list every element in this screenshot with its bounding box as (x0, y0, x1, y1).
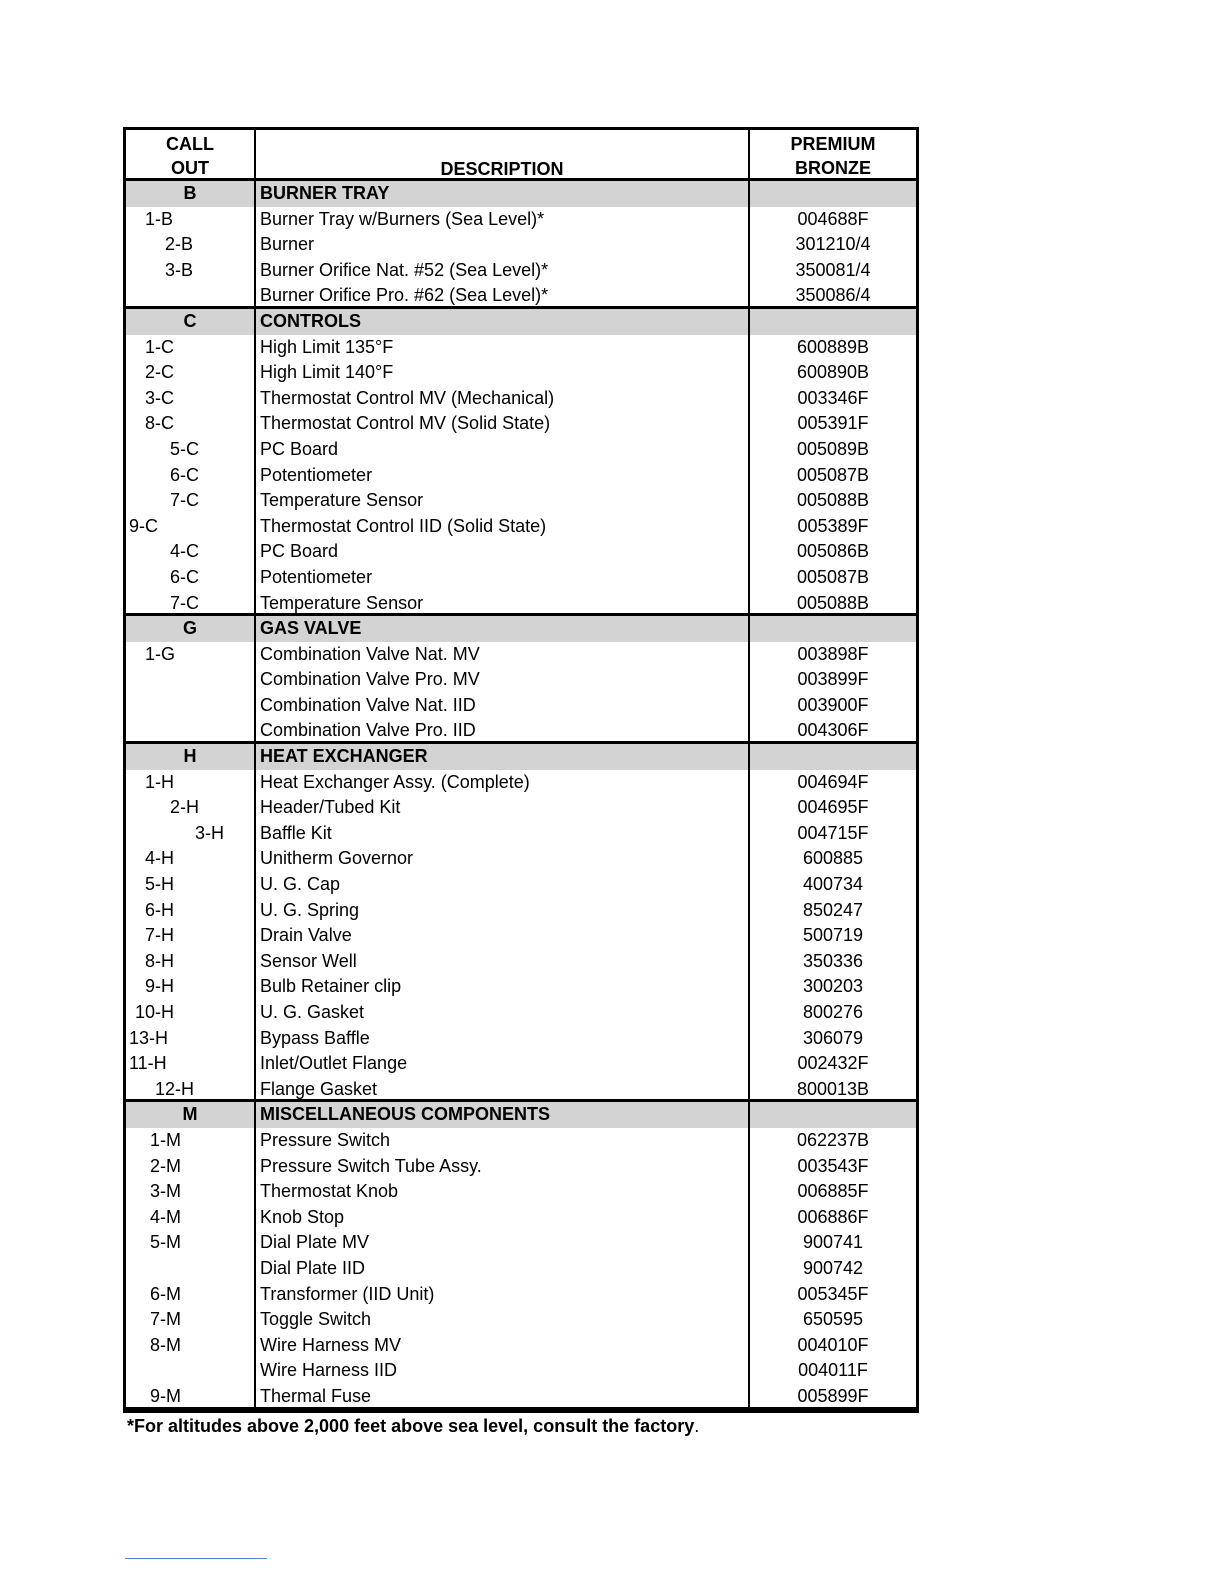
call-out-cell (126, 1384, 256, 1407)
table-row (126, 386, 916, 412)
call-out-label: 8-M (150, 1334, 181, 1355)
call-out-label: 2-M (150, 1155, 181, 1176)
table-row (126, 795, 916, 821)
section-title: CONTROLS (256, 309, 750, 335)
part-number-cell: 400734 (802, 874, 864, 895)
table-row (126, 1000, 916, 1026)
description-cell: Combination Valve Pro. MV (256, 667, 750, 693)
part-number-cell: 003898F (797, 643, 869, 664)
part-number-cell: 350081/4 (795, 259, 871, 280)
description-cell: Baffle Kit (256, 821, 750, 847)
call-out-cell (126, 207, 256, 233)
description-cell: Dial Plate MV (256, 1230, 750, 1256)
description-cell: High Limit 135°F (256, 335, 750, 361)
call-out-cell (126, 463, 256, 489)
description-cell: Combination Valve Nat. IID (256, 693, 750, 719)
section-header-row (126, 616, 916, 642)
table-row (126, 1205, 916, 1231)
call-out-cell (126, 386, 256, 412)
table-row (126, 1256, 916, 1282)
call-out-cell (126, 335, 256, 361)
table-body (126, 181, 916, 1410)
description-cell: Temperature Sensor (256, 488, 750, 514)
call-out-cell (126, 1154, 256, 1180)
part-number-cell: 850247 (802, 899, 864, 920)
call-out-cell (126, 591, 256, 614)
table-row (126, 1026, 916, 1052)
call-out-label: 4-M (150, 1206, 181, 1227)
part-number-cell: 600885 (802, 848, 864, 869)
call-out-cell (126, 642, 256, 668)
call-out-label: 8-H (145, 950, 175, 971)
table-row (126, 1384, 916, 1410)
call-out-label: 3-C (145, 387, 175, 408)
part-number-cell: 005087B (796, 464, 870, 485)
part-number-cell: 003543F (797, 1155, 869, 1176)
call-out-cell (126, 1282, 256, 1308)
call-out-cell (126, 1051, 256, 1077)
call-out-cell (126, 949, 256, 975)
description-cell: Sensor Well (256, 949, 750, 975)
call-out-cell (126, 1077, 256, 1100)
table-row (126, 770, 916, 796)
call-out-label: 1-G (145, 643, 176, 664)
description-cell: Thermostat Control MV (Solid State) (256, 411, 750, 437)
table-row (126, 283, 916, 309)
part-number-cell: 003900F (797, 694, 869, 715)
part-number-cell: 005086B (796, 541, 870, 562)
section-header-row (126, 309, 916, 335)
call-out-label: 1-H (145, 771, 175, 792)
table-row (126, 667, 916, 693)
call-out-cell (126, 488, 256, 514)
description-cell: Thermostat Control MV (Mechanical) (256, 386, 750, 412)
section-code: M (126, 1102, 256, 1128)
table-row (126, 1051, 916, 1077)
part-number-cell: 500719 (802, 925, 864, 946)
table-row (126, 642, 916, 668)
table-row (126, 232, 916, 258)
table-row (126, 335, 916, 361)
parts-table (123, 127, 919, 1413)
description-cell: Transformer (IID Unit) (256, 1282, 750, 1308)
part-number-cell: 005391F (797, 413, 869, 434)
description-cell: Inlet/Outlet Flange (256, 1051, 750, 1077)
table-row (126, 360, 916, 386)
table-row (126, 898, 916, 924)
table-row (126, 923, 916, 949)
call-out-label: 5-M (150, 1232, 181, 1253)
call-out-cell (126, 872, 256, 898)
part-number-cell: 900742 (802, 1257, 864, 1278)
call-out-label: 6-C (170, 566, 200, 587)
call-out-cell (126, 1026, 256, 1052)
part-number-cell: 005088B (796, 592, 870, 613)
call-out-label: 6-H (145, 899, 175, 920)
call-out-label: 9-H (145, 976, 175, 997)
part-number-cell: 005089B (796, 438, 870, 459)
call-out-label: 3-H (195, 822, 225, 843)
description-cell: Thermostat Knob (256, 1179, 750, 1205)
call-out-label: 7-C (170, 592, 200, 613)
table-row (126, 514, 916, 540)
call-out-label: 8-C (145, 413, 175, 434)
part-number-cell: 004306F (797, 720, 869, 741)
description-cell: Potentiometer (256, 463, 750, 489)
table-row (126, 1179, 916, 1205)
call-out-label: 13-H (129, 1027, 169, 1048)
header-call-out (126, 130, 256, 178)
call-out-label: 7-M (150, 1309, 181, 1330)
call-out-label: 9-C (129, 515, 159, 536)
table-row (126, 1358, 916, 1384)
description-cell: Bypass Baffle (256, 1026, 750, 1052)
table-row (126, 821, 916, 847)
section-part-blank (750, 1102, 916, 1128)
part-number-cell: 800276 (802, 1002, 864, 1022)
table-row (126, 949, 916, 975)
header-call-out-line1: CALL (166, 134, 214, 154)
part-number-cell: 350336 (802, 950, 864, 971)
call-out-cell (126, 821, 256, 847)
call-out-label: 4-H (145, 848, 175, 869)
description-cell: Burner (256, 232, 750, 258)
description-cell: Thermostat Control IID (Solid State) (256, 514, 750, 540)
description-cell: Toggle Switch (256, 1307, 750, 1333)
call-out-label: 6-C (170, 464, 200, 485)
call-out-label: 9-M (150, 1385, 181, 1406)
call-out-label: 7-H (145, 925, 175, 946)
table-row (126, 1333, 916, 1359)
call-out-cell (126, 360, 256, 386)
section-code: B (126, 181, 256, 207)
description-cell: High Limit 140°F (256, 360, 750, 386)
description-cell: Heat Exchanger Assy. (Complete) (256, 770, 750, 796)
footnote (127, 1416, 699, 1437)
description-cell: Combination Valve Nat. MV (256, 642, 750, 668)
call-out-cell (126, 1179, 256, 1205)
call-out-label: 1-C (145, 336, 175, 357)
description-cell: Temperature Sensor (256, 591, 750, 614)
header-premium-bronze (750, 130, 916, 178)
description-cell: Combination Valve Pro. IID (256, 718, 750, 741)
table-row (126, 207, 916, 233)
description-cell: Dial Plate IID (256, 1256, 750, 1282)
header-premium-line1: PREMIUM (790, 134, 876, 154)
part-number-cell: 800013B (796, 1078, 870, 1099)
part-number-cell: 900741 (802, 1232, 864, 1253)
table-row (126, 693, 916, 719)
description-cell: Bulb Retainer clip (256, 974, 750, 1000)
part-number-cell: 004010F (797, 1334, 869, 1355)
call-out-cell (126, 1307, 256, 1333)
call-out-label: 11-H (129, 1053, 167, 1074)
description-cell: PC Board (256, 437, 750, 463)
call-out-cell (126, 1333, 256, 1359)
part-number-cell: 004694F (797, 771, 869, 792)
footnote-period: . (694, 1416, 700, 1436)
table-row (126, 1230, 916, 1256)
part-number-cell: 004688F (797, 208, 869, 229)
part-number-cell: 004011F (798, 1360, 868, 1381)
call-out-cell (126, 1205, 256, 1231)
part-number-cell: 600890B (796, 362, 870, 383)
table-row (126, 565, 916, 591)
description-cell: Wire Harness MV (256, 1333, 750, 1359)
call-out-cell (126, 514, 256, 540)
part-number-cell: 301210/4 (795, 234, 871, 255)
section-header-row (126, 181, 916, 207)
table-row (126, 437, 916, 463)
call-out-label: 6-M (150, 1283, 181, 1304)
part-number-cell: 002432F (797, 1053, 869, 1074)
part-number-cell: 350086/4 (795, 285, 871, 306)
section-title: GAS VALVE (256, 616, 750, 642)
description-cell: Flange Gasket (256, 1077, 750, 1100)
section-title: MISCELLANEOUS COMPONENTS (256, 1102, 750, 1128)
call-out-cell (126, 1256, 256, 1282)
description-cell: Burner Orifice Pro. #62 (Sea Level)* (256, 283, 750, 306)
section-part-blank (750, 616, 916, 642)
call-out-cell (126, 693, 256, 719)
table-row (126, 1307, 916, 1333)
part-number-cell: 005088B (796, 490, 870, 511)
call-out-cell (126, 258, 256, 284)
call-out-label: 2-H (170, 797, 200, 818)
call-out-cell (126, 770, 256, 796)
call-out-label: 10-H (135, 1002, 175, 1022)
call-out-label: 3-M (150, 1181, 181, 1202)
call-out-label: 5-C (170, 438, 200, 459)
part-number-cell: 006885F (797, 1181, 869, 1202)
table-row (126, 1077, 916, 1103)
call-out-cell (126, 898, 256, 924)
description-cell: Knob Stop (256, 1205, 750, 1231)
description-cell: Wire Harness IID (256, 1358, 750, 1384)
part-number-cell: 004715F (797, 822, 869, 843)
call-out-cell (126, 1358, 256, 1384)
call-out-label: 1-M (150, 1129, 181, 1150)
section-title: BURNER TRAY (256, 181, 750, 207)
part-number-cell: 004695F (797, 797, 869, 818)
table-row (126, 1128, 916, 1154)
part-number-cell: 006886F (797, 1206, 869, 1227)
call-out-label: 5-H (145, 874, 175, 895)
table-row (126, 463, 916, 489)
table-row (126, 591, 916, 617)
section-header-row (126, 744, 916, 770)
description-cell: Burner Tray w/Burners (Sea Level)* (256, 207, 750, 233)
call-out-cell (126, 923, 256, 949)
section-header-row (126, 1102, 916, 1128)
table-row (126, 1282, 916, 1308)
section-part-blank (750, 181, 916, 207)
call-out-cell (126, 411, 256, 437)
description-cell: Pressure Switch Tube Assy. (256, 1154, 750, 1180)
part-number-cell: 005389F (797, 515, 869, 536)
call-out-cell (126, 232, 256, 258)
part-number-cell: 650595 (802, 1309, 864, 1330)
call-out-label: 7-C (170, 490, 200, 511)
call-out-cell (126, 283, 256, 306)
call-out-cell (126, 974, 256, 1000)
description-cell: PC Board (256, 539, 750, 565)
part-number-cell: 600889B (796, 336, 870, 357)
description-cell: Thermal Fuse (256, 1384, 750, 1407)
part-number-cell: 005087B (796, 566, 870, 587)
part-number-cell: 003899F (797, 669, 869, 690)
description-cell: Potentiometer (256, 565, 750, 591)
description-cell: Header/Tubed Kit (256, 795, 750, 821)
table-row (126, 539, 916, 565)
table-row (126, 411, 916, 437)
call-out-cell (126, 1128, 256, 1154)
description-cell: U. G. Spring (256, 898, 750, 924)
part-number-cell: 005899F (797, 1385, 869, 1406)
description-cell: Drain Valve (256, 923, 750, 949)
call-out-cell (126, 437, 256, 463)
call-out-cell (126, 565, 256, 591)
part-number-cell: 306079 (802, 1027, 864, 1048)
call-out-cell (126, 846, 256, 872)
call-out-label: 4-C (170, 541, 200, 562)
table-row (126, 846, 916, 872)
footer-rule (125, 1558, 267, 1559)
call-out-cell (126, 1230, 256, 1256)
table-row (126, 488, 916, 514)
table-row (126, 974, 916, 1000)
description-cell: Pressure Switch (256, 1128, 750, 1154)
description-cell: U. G. Gasket (256, 1000, 750, 1026)
section-title: HEAT EXCHANGER (256, 744, 750, 770)
section-part-blank (750, 309, 916, 335)
call-out-cell (126, 795, 256, 821)
part-number-cell: 005345F (797, 1283, 869, 1304)
call-out-label: 12-H (155, 1078, 195, 1099)
call-out-cell (126, 1000, 256, 1026)
header-description: DESCRIPTION (256, 130, 750, 178)
description-cell: Burner Orifice Nat. #52 (Sea Level)* (256, 258, 750, 284)
description-cell: Unitherm Governor (256, 846, 750, 872)
call-out-cell (126, 539, 256, 565)
table-row (126, 258, 916, 284)
table-row (126, 718, 916, 744)
table-row (126, 872, 916, 898)
call-out-label: 2-C (145, 362, 175, 383)
section-part-blank (750, 744, 916, 770)
part-number-cell: 003346F (797, 387, 869, 408)
call-out-label: 1-B (145, 208, 174, 229)
header-call-out-line2: OUT (171, 158, 209, 178)
part-number-cell: 300203 (802, 976, 864, 997)
call-out-cell (126, 718, 256, 741)
call-out-label: 2-B (165, 234, 194, 255)
section-code: H (126, 744, 256, 770)
call-out-cell (126, 667, 256, 693)
part-number-cell: 062237B (796, 1129, 870, 1150)
description-cell: U. G. Cap (256, 872, 750, 898)
call-out-label: 3-B (165, 259, 194, 280)
header-premium-line2: BRONZE (795, 158, 871, 178)
section-code: G (126, 616, 256, 642)
footnote-text: *For altitudes above 2,000 feet above sea level, consult the factory (127, 1416, 695, 1436)
table-row (126, 1154, 916, 1180)
table-header (126, 130, 916, 181)
section-code: C (126, 309, 256, 335)
